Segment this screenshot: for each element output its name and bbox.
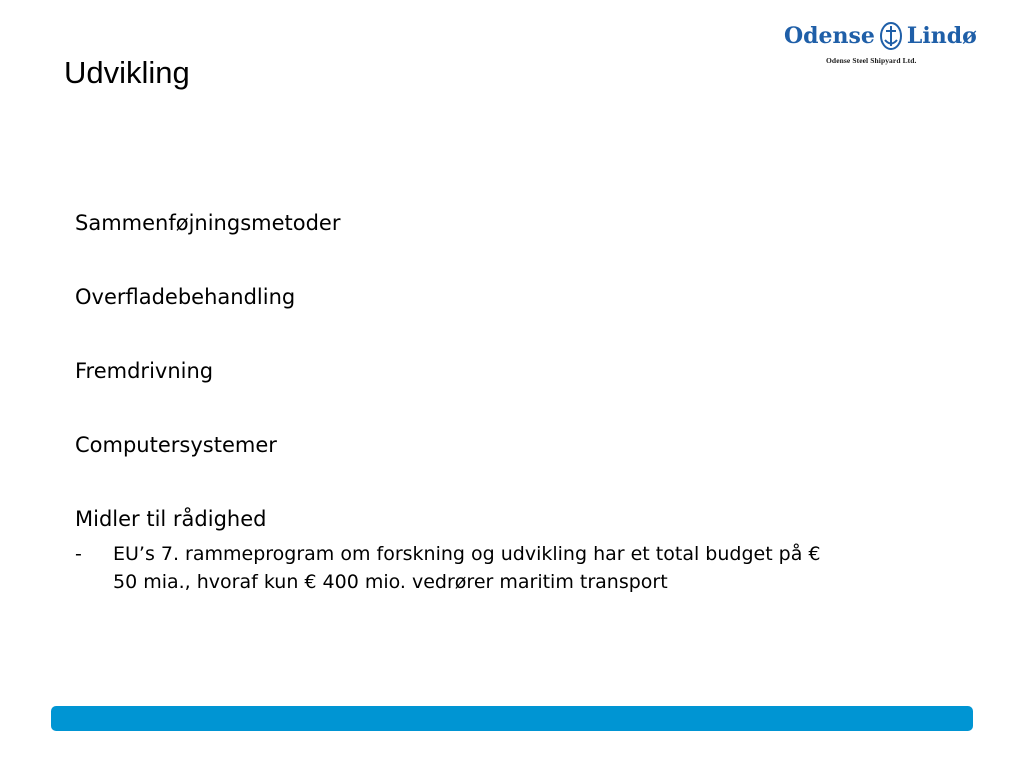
sub-list-item (75, 540, 835, 596)
list-item: Computersystemer (75, 433, 277, 457)
list-item: Sammenføjningsmetoder (75, 211, 341, 235)
logo-left-word: Odense (784, 23, 875, 49)
list-item: Fremdrivning (75, 359, 214, 383)
logo-wordmark (784, 18, 984, 54)
list-item: Midler til rådighed (75, 507, 267, 531)
logo-subtitle: Odense Steel Shipyard Ltd. (826, 56, 917, 65)
logo-right-word: Lindø (906, 23, 977, 49)
footer-bar (51, 706, 973, 731)
company-logo (784, 18, 984, 70)
list-item: Overfladebehandling (75, 285, 296, 309)
anchor-emblem-icon (879, 21, 903, 51)
bullet-list (75, 208, 835, 596)
dash-bullet: - (75, 543, 82, 565)
sub-list-text: EU’s 7. rammeprogram om forskning og udvikling har et total budget på € 50 mia., hvoraf kun € 400 mio. vedrører maritim transport (113, 543, 821, 593)
slide-title: Udvikling (64, 55, 190, 90)
